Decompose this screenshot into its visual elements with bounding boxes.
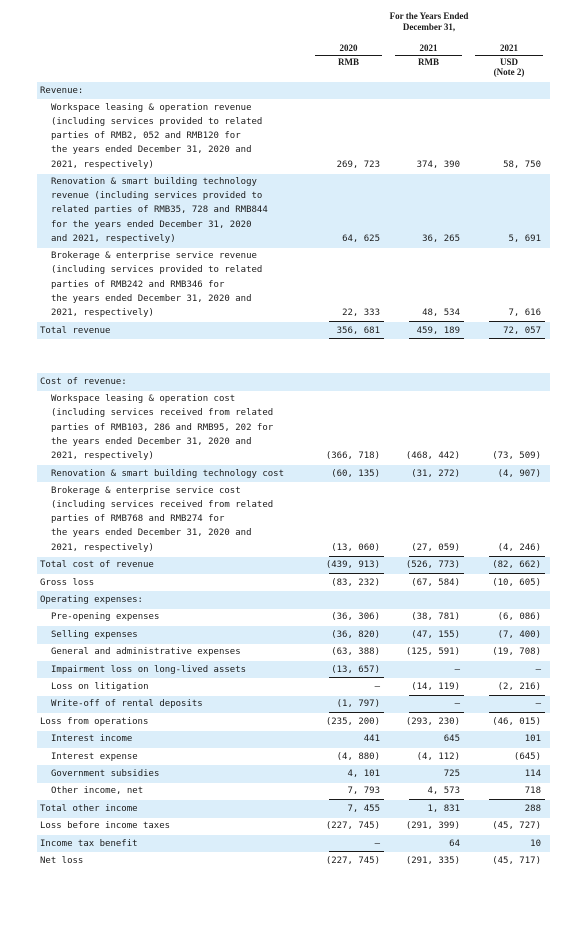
statement-row [37, 713, 550, 730]
row-label-line: Renovation & smart building technology cost [51, 468, 284, 479]
statement-row [37, 800, 550, 817]
row-value: (366, 718) [325, 451, 380, 462]
column-header [389, 42, 468, 67]
period-line: For the Years Ended [389, 11, 469, 21]
row-label-line: Other income, net [51, 786, 144, 797]
statement-row [37, 82, 550, 99]
column-year: 2021 [419, 43, 438, 53]
row-value: — [454, 664, 460, 675]
statement-row [37, 783, 550, 800]
row-label-line: Income tax benefit [40, 838, 138, 849]
row-label-line: 2021, respectively) [51, 159, 154, 170]
row-value: 22, 333 [342, 308, 380, 319]
row-value: (36, 306) [331, 612, 380, 623]
statement-row [37, 818, 550, 835]
row-label-line: Loss from operations [40, 716, 149, 727]
statement-row [37, 373, 550, 390]
row-label-line: Cost of revenue: [40, 376, 127, 387]
statement-row [37, 644, 550, 661]
row-label-line: 2021, respectively) [51, 542, 154, 553]
row-label-line: Pre-opening expenses [51, 612, 160, 623]
statement-row [37, 609, 550, 626]
row-label-line: Loss on litigation [51, 681, 149, 692]
row-value: 4, 101 [347, 768, 380, 779]
row-value: (60, 135) [331, 468, 380, 479]
row-value: 725 [443, 768, 460, 779]
row-label-line: Workspace leasing & operation cost [51, 394, 236, 405]
statement-row [37, 661, 550, 678]
period-line: December 31, [402, 22, 456, 32]
row-value: 459, 189 [416, 325, 460, 336]
row-label-line: Renovation & smart building technology [51, 177, 257, 188]
row-value: (31, 272) [411, 468, 460, 479]
statement-row [37, 174, 550, 248]
row-value: (13, 060) [331, 542, 380, 553]
statement-row [37, 835, 550, 852]
row-label-line: the years ended December 31, 2020 and [51, 528, 252, 539]
statement-row [37, 322, 550, 339]
row-label-line: (including services received from related [51, 500, 274, 511]
row-value: — [374, 838, 380, 849]
column-header-rule [315, 55, 382, 56]
row-value: 4, 573 [427, 786, 460, 797]
row-value: (82, 662) [492, 560, 541, 571]
row-value: (67, 584) [411, 577, 460, 588]
row-value: (73, 509) [492, 451, 541, 462]
row-label-line: for the years ended December 31, 2020 [51, 219, 252, 230]
statement-row [37, 852, 550, 869]
row-value: — [454, 699, 460, 710]
row-value: (4, 246) [497, 542, 541, 553]
row-value: (4, 880) [336, 751, 380, 762]
row-label-line: Total cost of revenue [40, 560, 154, 571]
row-value: 58, 750 [503, 159, 541, 170]
row-value: 7, 616 [508, 308, 541, 319]
row-value: (19, 708) [492, 647, 541, 658]
column-unit: USD [499, 57, 518, 67]
row-label-line: (including services provided to related [51, 265, 263, 276]
column-header-rule [475, 55, 543, 56]
statement-row [37, 248, 550, 322]
row-label-line: Loss before income taxes [40, 821, 171, 832]
statement-row [37, 465, 550, 482]
row-label-line: Net loss [40, 855, 84, 866]
row-value: (468, 442) [405, 451, 460, 462]
column-year: 2021 [500, 43, 518, 53]
row-value: 64 [449, 838, 460, 849]
row-value: (235, 200) [325, 716, 380, 727]
row-value: (45, 717) [492, 855, 541, 866]
row-label-line: the years ended December 31, 2020 and [51, 436, 252, 447]
row-value: 269, 723 [336, 159, 380, 170]
row-value: (291, 399) [405, 821, 460, 832]
row-label-line: revenue (including services provided to [51, 191, 263, 202]
row-value: 645 [443, 734, 460, 745]
row-value: — [535, 699, 541, 710]
row-value: (1, 797) [336, 699, 380, 710]
statement-row [37, 557, 550, 574]
row-value: (293, 230) [405, 716, 460, 727]
row-label-line: (including services received from related [51, 408, 274, 419]
row-value: (526, 773) [405, 560, 460, 571]
row-label-line: Selling expenses [51, 629, 138, 640]
row-value: (36, 820) [331, 629, 380, 640]
row-label-line: the years ended December 31, 2020 and [51, 293, 252, 304]
row-value: (645) [513, 751, 541, 762]
row-value: (14, 119) [411, 681, 460, 692]
row-value: (10, 605) [492, 577, 541, 588]
period-header [309, 11, 549, 33]
row-label-line: General and administrative expenses [51, 647, 241, 658]
row-value: (13, 657) [331, 664, 380, 675]
row-label-line: Gross loss [40, 577, 95, 588]
row-value: (6, 086) [497, 612, 541, 623]
statement-row [37, 678, 550, 695]
row-label-line: the years ended December 31, 2020 and [51, 145, 252, 156]
row-label-line: Impairment loss on long-lived assets [51, 664, 247, 675]
row-label-line: Revenue: [40, 85, 84, 96]
row-value: (7, 400) [497, 629, 541, 640]
row-label-line: related parties of RMB35, 728 and RMB844 [51, 205, 268, 216]
row-label-line: parties of RMB2, 052 and RMB120 for [51, 131, 241, 142]
row-value: 101 [524, 734, 541, 745]
row-value: (27, 059) [411, 542, 460, 553]
column-unit: RMB [338, 57, 359, 67]
row-value: 36, 265 [422, 233, 460, 244]
row-label-line: Interest income [51, 734, 133, 745]
row-label-line: parties of RMB768 and RMB274 for [51, 514, 225, 525]
row-value: 288 [524, 803, 541, 814]
row-value: (439, 913) [325, 560, 380, 571]
row-value: 1, 831 [427, 803, 460, 814]
row-value: — [374, 681, 380, 692]
row-value: 7, 793 [347, 786, 380, 797]
statement-row [37, 574, 550, 591]
row-value: (2, 216) [497, 681, 541, 692]
row-label-line: Total other income [40, 803, 138, 814]
row-value: 64, 625 [342, 233, 380, 244]
row-label-line: parties of RMB103, 286 and RMB95, 202 for [51, 422, 274, 433]
row-value: 441 [363, 734, 380, 745]
row-value: (45, 727) [492, 821, 541, 832]
column-header [469, 42, 549, 77]
row-label-line: Operating expenses: [40, 594, 143, 605]
row-label-line: parties of RMB242 and RMB346 for [51, 279, 225, 290]
statement-row [37, 748, 550, 765]
column-unit: (Note 2) [493, 67, 525, 77]
row-value: (63, 388) [331, 647, 380, 658]
row-value: — [535, 664, 541, 675]
row-value: 10 [530, 838, 541, 849]
column-unit: RMB [418, 57, 439, 67]
row-label-line: Total revenue [40, 325, 111, 336]
row-label-line: Brokerage & enterprise service cost [51, 485, 241, 496]
column-year: 2020 [339, 43, 358, 53]
column-header [309, 42, 388, 67]
row-label-line: Government subsidies [51, 768, 160, 779]
row-value: (125, 591) [405, 647, 460, 658]
statement-row [37, 765, 550, 782]
row-value: (47, 155) [411, 629, 460, 640]
row-label-line: Workspace leasing & operation revenue [51, 102, 252, 113]
row-value: 5, 691 [508, 233, 541, 244]
row-label-line: Brokerage & enterprise service revenue [51, 251, 257, 262]
row-value: (4, 907) [497, 468, 541, 479]
statement-row [37, 626, 550, 643]
row-label-line: and 2021, respectively) [51, 233, 176, 244]
row-label-line: Write-off of rental deposits [51, 699, 203, 710]
row-value: (4, 112) [416, 751, 460, 762]
column-header-rule [395, 55, 462, 56]
row-value: 48, 534 [422, 308, 460, 319]
row-value: 356, 681 [336, 325, 380, 336]
statement-row [37, 482, 550, 556]
row-label-line: Interest expense [51, 751, 138, 762]
row-value: 718 [524, 786, 541, 797]
row-label-line: 2021, respectively) [51, 451, 154, 462]
row-label-line: 2021, respectively) [51, 308, 154, 319]
row-value: (38, 781) [411, 612, 460, 623]
statement-row [37, 339, 550, 373]
row-value: (227, 745) [325, 821, 380, 832]
statement-row [37, 99, 550, 173]
statement-row [37, 696, 550, 713]
row-value: (46, 015) [492, 716, 541, 727]
statement-row [37, 731, 550, 748]
statement-row [37, 591, 550, 608]
row-value: (291, 335) [405, 855, 460, 866]
row-value: (83, 232) [331, 577, 380, 588]
statement-row [37, 391, 550, 465]
row-value: 114 [524, 768, 541, 779]
row-label-line: (including services provided to related [51, 117, 263, 128]
row-value: (227, 745) [325, 855, 380, 866]
row-value: 72, 057 [503, 325, 541, 336]
row-value: 7, 455 [347, 803, 380, 814]
row-value: 374, 390 [416, 159, 460, 170]
